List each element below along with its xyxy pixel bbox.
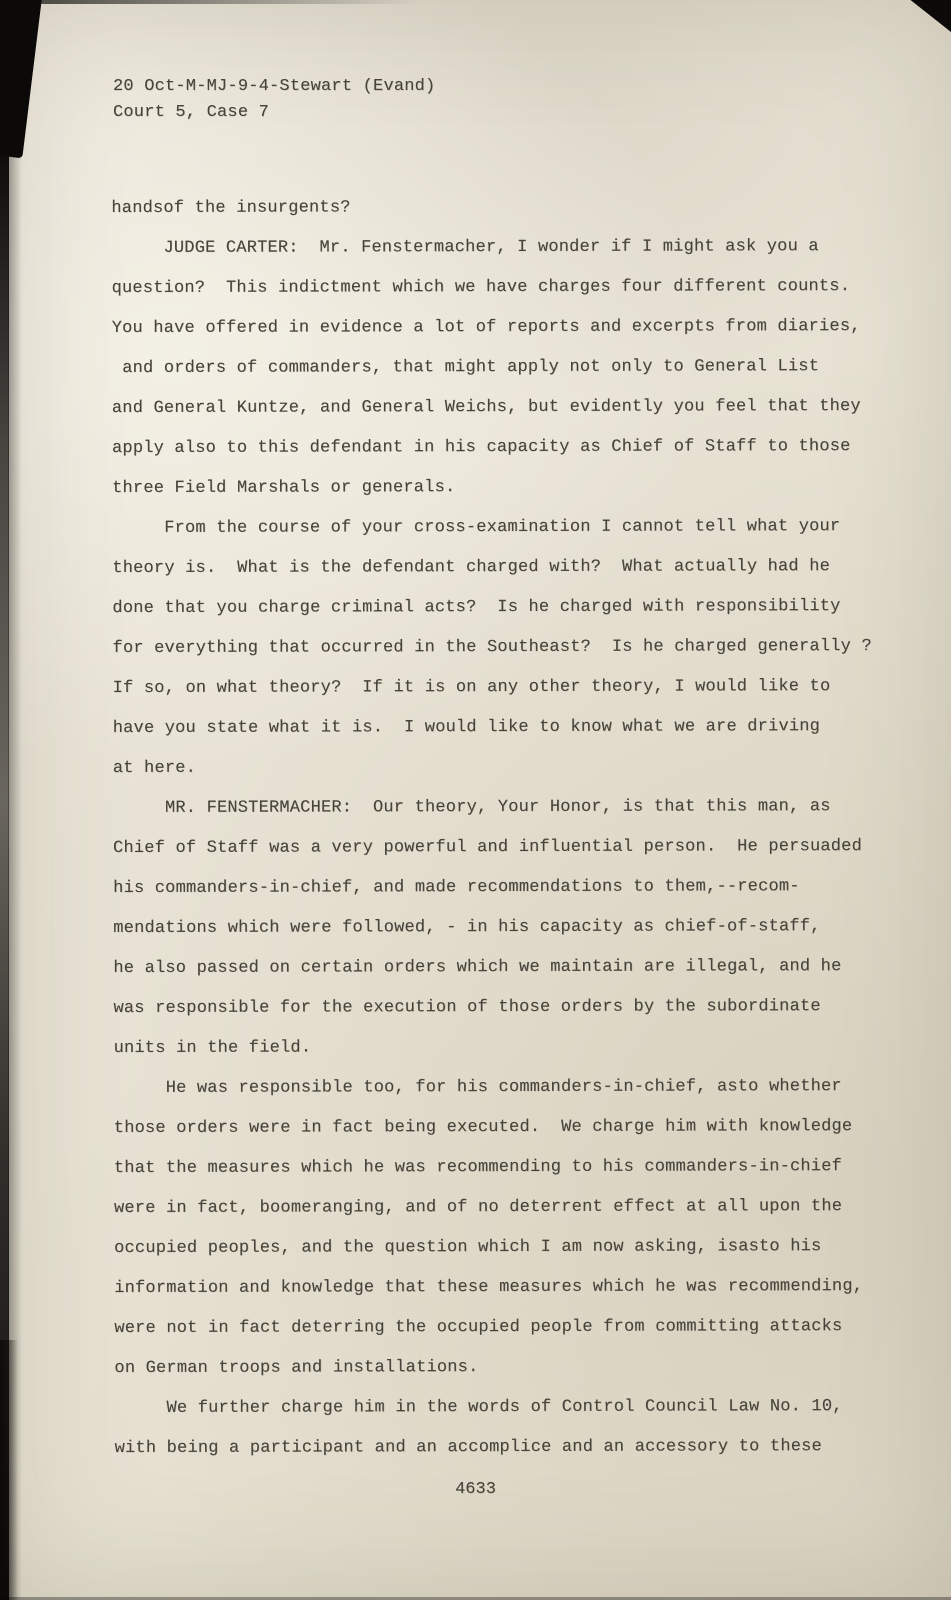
text-line: were not in fact deterring the occupied people from committing attacks bbox=[114, 1317, 843, 1339]
scan-mark-top-left bbox=[0, 0, 45, 158]
scan-edge-top bbox=[0, 0, 420, 4]
text-line: theory is. What is the defendant charged with? What actually had he bbox=[112, 557, 831, 579]
text-line: at here. bbox=[112, 758, 197, 779]
text-line: for everything that occurred in the Southeast? Is he charged generally ? bbox=[112, 637, 872, 659]
text-line: occupied peoples, and the question which I am now asking, isasto his bbox=[114, 1237, 822, 1259]
text-line: MR. FENSTERMACHER: Our theory, Your Honor, is that this man, as bbox=[164, 797, 831, 818]
scan-mark-bottom-left bbox=[0, 1340, 18, 1600]
text-line: From the course of your cross-examination I cannot tell what your bbox=[164, 517, 841, 538]
text-line: was responsible for the execution of those orders by the subordinate bbox=[113, 997, 821, 1019]
scan-mark-top-right bbox=[907, 0, 951, 32]
text-line: on German troops and installations. bbox=[114, 1358, 479, 1379]
text-line: three Field Marshals or generals. bbox=[112, 478, 456, 499]
header-line-1: 20 Oct-M-MJ-9-4-Stewart (Evand) bbox=[113, 77, 436, 96]
text-line: done that you charge criminal acts? Is he charged with responsibility bbox=[112, 597, 841, 619]
text-line: apply also to this defendant in his capacity as Chief of Staff to those bbox=[111, 437, 851, 459]
text-line: question? This indictment which we have charges four different counts. bbox=[111, 277, 851, 299]
text-line: JUDGE CARTER: Mr. Fenstermacher, I wonder if I might ask you a bbox=[163, 237, 819, 258]
text-line: those orders were in fact being executed. We charge him with knowledge bbox=[113, 1117, 853, 1139]
text-line: have you state what it is. I would like to know what we are driving bbox=[112, 717, 821, 739]
document-body bbox=[111, 187, 914, 1469]
text-line: with being a participant and an accomplice and an accessory to these bbox=[114, 1437, 822, 1459]
text-line: Chief of Staff was a very powerful and influential person. He persuaded bbox=[113, 837, 862, 859]
header-line-2: Court 5, Case 7 bbox=[113, 103, 270, 122]
text-line: mendations which were followed, - in his capacity as chief-of-staff, bbox=[113, 917, 821, 939]
text-line: and orders of commanders, that might apply not only to General List bbox=[111, 357, 820, 379]
text-line: He was responsible too, for his commanders-in-chief, asto whether bbox=[165, 1077, 842, 1098]
text-line: he also passed on certain orders which we maintain are illegal, and he bbox=[113, 957, 842, 979]
text-line: You have offered in evidence a lot of reports and excerpts from diaries, bbox=[111, 317, 861, 339]
text-line: were in fact, boomeranging, and of no deterrent effect at all upon the bbox=[113, 1197, 843, 1219]
text-line: his commanders-in-chief, and made recommendations to them,--recom- bbox=[113, 877, 800, 899]
text-line: information and knowledge that these measures which he was recommending, bbox=[114, 1277, 864, 1299]
text-line: If so, on what theory? If it is on any other theory, I would like to bbox=[112, 677, 831, 699]
text-line: that the measures which he was recommending to his commanders-in-chief bbox=[113, 1157, 843, 1179]
text-line: handsof the insurgents? bbox=[111, 198, 351, 219]
document-header bbox=[113, 74, 435, 126]
page-number: 4633 bbox=[455, 1480, 496, 1499]
text-line: units in the field. bbox=[113, 1038, 312, 1059]
text-line: We further charge him in the words of Control Council Law No. 10, bbox=[166, 1397, 843, 1418]
text-line: and General Kuntze, and General Weichs, but evidently you feel that they bbox=[111, 397, 861, 419]
